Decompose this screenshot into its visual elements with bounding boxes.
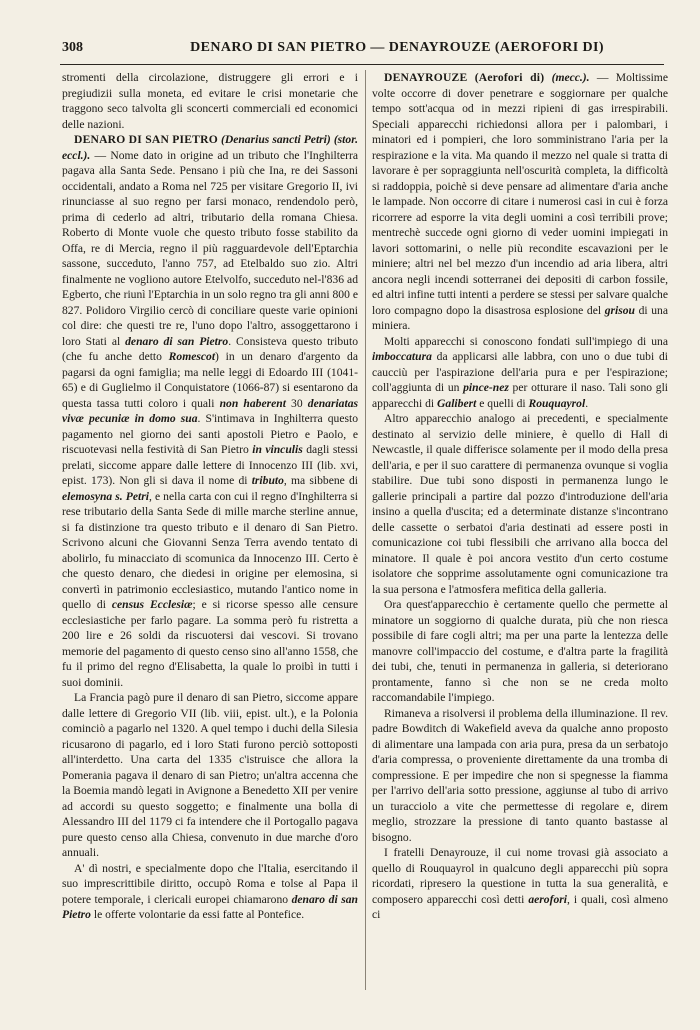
emphasis-term: imboccatura: [372, 350, 432, 363]
paragraph: [372, 334, 668, 412]
paragraph-continuation: stromenti della circolazione, distruggere gli errori e i pregiudizii sulla moneta, ed evitare le crisi monetarie che traggono seco talvolta gli sconcerti commerciali ed economici delle nazioni.: [62, 71, 358, 131]
entry-denayrouze: [372, 70, 668, 334]
column-divider: [365, 70, 366, 990]
paragraph-text: per otturare il naso. Tali sono gli apparecchi di: [372, 381, 668, 410]
entry-latin-name: (Denarius sancti Petri): [220, 133, 331, 146]
emphasis-term: denaro di san Pietro: [125, 334, 229, 348]
entry-text: ; e si ricorse spesso alle censure ecclesiastiche per farlo pagare. La somma però fu ristretta a 200 lire e 26 soldi da riscuotersi dai vescovi. Si trovano memorie del pagamento di questo censo sino all'anno 1558, che fu il primo del regno d'Elisabetta, la quale lo proibì in tutti i suoi dominii.: [62, 598, 358, 689]
entry-text: dagli stessi prelati, siccome appare dalle lettere di Innocenzo III (lib. xvi, epist. 173). Non gli si dava il nome di: [62, 443, 358, 487]
emphasis-term: Rouquayrol: [528, 396, 586, 410]
paragraph-text: da applicarsi alle labbra, con uno o due tubi di caucciù per l'aspirazione dell'aria pura e per l'espirazione; coll'aggiunta di un: [372, 350, 668, 394]
entry-denaro-di-san-pietro: [62, 132, 358, 690]
page-number: 308: [62, 40, 83, 55]
entry-headword: DENAYROUZE: [384, 71, 468, 84]
paragraph: La Francia pagò pure il denaro di san Pietro, siccome appare dalle lettere di Gregorio VII (lib. viii, epist. ult.), e la Polonia cominciò a pagarlo nel 1320. A quel tempo i duchi della Silesia ricusarono di pagarlo, ed i loro Stati furono perciò sottoposti all'interdetto. Una carta del 1335 c'istruisce che allora la Pomerania pagava il denaro di san Pietro; un'altra accenna che la Boemia mandò legati in Avignone a Benedetto XII per venire ad accordi su questo soggetto; e finalmente una bolla di Alessandro III del 1179 ci fa intendere che il Portogallo pagava pure questo censo alla Chiesa, convenuto in due marche d'oro annuali.: [62, 691, 358, 859]
emphasis-term: pince-nez: [463, 381, 509, 394]
paragraph-text: , i quali, così almeno ci: [372, 892, 668, 921]
right-column: [372, 70, 668, 1000]
left-column: [62, 70, 358, 1000]
emphasis-term: census Ecclesiæ: [111, 598, 193, 611]
paragraph: [372, 845, 668, 923]
emphasis-term: elemosyna s. Petri: [62, 489, 149, 503]
paragraph-text: I fratelli Denayrouze, il cui nome trovasi già associato a quello di Rouquayrol in qualcuno degli apparecchi più sopra ricordati, ripresero la questione in tutta la sua generalità, e composero apparecchi così detti: [372, 846, 668, 906]
emphasis-term: Galibert: [437, 396, 477, 410]
emphasis-term: Romescot: [168, 350, 216, 363]
page-header: [62, 40, 662, 62]
entry-text: ) in un denaro d'argento da pagarsi da ogni famiglia; ma nelle leggi di Edoardo III (1041-65) e di Guglielmo il Conquistatore (1066-87) si esentarono da questa tassa tutti coloro i quali: [62, 350, 358, 410]
entry-category: (stor. eccl.).: [62, 133, 358, 162]
paragraph: [62, 861, 358, 923]
paragraph-text: le offerte volontarie da essi fatte al Pontefice.: [90, 908, 305, 921]
paragraph: Rimaneva a risolversi il problema della illuminazione. Il rev. padre Bowditch di Wakefield aveva da qualche anno proposto di alimentare una lampada con aria pura, presa da un serbatojo d'aria compressa, o proveniente direttamente da una tromba di compressione. E per impedire che non si spegnesse la fiamma per l'arrivo dell'aria sotto pressione, aggiunse al tubo di arrivo un turacciolo a vite che permettesse di regolare e, direm meglio, strozzare la pressione di tanto quanto bastasse al bisogno.: [372, 706, 668, 844]
running-title: DENARO DI SAN PIETRO — DENAYROUZE (AEROFORI DI): [190, 40, 604, 55]
paragraph-text: .: [585, 396, 589, 410]
paragraph-text: e quelli di: [476, 396, 529, 410]
paragraph-text: A' dì nostri, e specialmente dopo che l'Italia, esercitando il suo imprescrittibile diritto, occupò Roma e tolse al Papa il potere temporale, i clericali europei chiamarono: [62, 861, 358, 906]
emphasis-term: tributo: [251, 474, 284, 487]
entry-text: , ma sibbene di: [283, 474, 358, 487]
emphasis-term: aerofori: [528, 892, 567, 906]
entry-text: — Nome dato in origine ad un tributo che l'Inghilterra pagava alla Santa Sede. Pensano i più che Ina, re dei Sassoni occidentali, andato a Roma nel 725 per visitare Gregorio II, ivi rinunciasse al suo regno per farsi monaco, rendendolo però, prima di cederlo ad altri, tributario della romana Chiesa. Roberto di Monte vuole che questo tributo fosse stabilito da Offa, re di Mercia, regno il più ragguardevole dell'Eptarchia sassone, succeduto, l'anno 757, ad Etelbaldo suo zio. Altri finalmente ne vogliono autore Etelvolfo, succeduto nel-l'836 ad Egberto, che riunì l'Eptarchia in un solo regno tra gli anni 800 e 827. Polidoro Virgilio cercò di conciliare queste varie opinioni col dire: che questi tre re, l'uno dopo l'altro, assoggettarono i loro Stati al: [62, 148, 358, 348]
entry-text: 30: [285, 396, 308, 410]
emphasis-term: denariatas vivæ pecuniæ in domo sua: [62, 396, 358, 425]
entry-category: (mecc.).: [551, 71, 590, 84]
entry-text: . Consisteva questo tributo (che fu anche detto: [62, 334, 358, 363]
header-rule: [60, 64, 664, 65]
paragraph: Altro apparecchio analogo ai precedenti, e specialmente destinato al servizio delle miniere, è quello di Hall di Newcastle, il quale differisce solamente per il modo della presa dell'aria, e per il suo carattere di permanenza ovunque si voglia stabilire. Due tubi sono disposti in permanenza lungo le gallerie principali a partire dal pozzo d'introduzione dell'aria insino a quella d'uscita; ed a determinate distanze s'incontrano delle cassette o serbatoi d'aria destinati ad essere posti in comunicazione coi tubi flessibili che arrivano alla bocca del minatore. Il quale è poi ancora vestito d'un certo costume isolatore che sopprime assolutamente ogni comunicazione tra la sua persona e l'atmosfera mefitica della galleria.: [372, 412, 668, 596]
entry-headword: DENARO DI SAN PIETRO: [74, 133, 218, 146]
entry-text: . S'intimava in Inghilterra questo pagamento nel giorno dei santi apostoli Pietro e Paolo, e riscuotevasi nella festività di San Pietro: [62, 412, 358, 456]
paragraph: Ora quest'apparecchio è certamente quello che permette al minatore un soggiorno di qualche durata, più che non riesca possibile di fare cogli altri; ma per una parte la lentezza delle manovre coll'impaccio del costume, e d'altra parte la fragilità dei tubi, che, tenuti in permanenza in galleria, si deteriorano prontamente, fanno sì che non se ne creda molto raccomandabile l'impiego.: [372, 598, 668, 704]
emphasis-term: in vinculis: [252, 443, 303, 456]
entry-text: — Moltissime volte occorre di dover penetrare e soggiornare per qualche tempo sott'acqua od in mezzi ripieni di gas irrespirabili. Speciali apparecchi richiedonsi allora per i palombari, i minatori ed i pompieri, che loro somministrano l'aria per la respirazione e la vita. Ma quando il mezzo nel quale si tratta di lavorare è per sopraggiunta nell'oscurità completa, la difficoltà si raddoppia, poichè si deve pensare ad alimentare d'aria anche le lampade. Non occorre di citare i numerosi casi in cui è forza ricorrere ad esporre la vita degli uomini a così terribili prove; mentrechè succede ogni giorno di veder uomini impiegati in lavori sottomarini, o nelle più recondite escavazioni per le miniere; altri nel bel mezzo d'un incendio ad aria libera, altri ancora negli incendi sotterranei dei depositi di carbon fossile, ed altri infine tutti intenti a perdere se stessi per salvare qualche loro compagno dopo la disastrosa esplosione del: [372, 71, 668, 317]
entry-subheading: (Aerofori di): [474, 71, 545, 84]
emphasis-term: denaro di san Pietro: [62, 892, 358, 921]
emphasis-term: non haberent: [219, 396, 286, 410]
paragraph-text: Molti apparecchi si conoscono fondati sull'impiego di una: [384, 334, 668, 348]
entry-text: di una miniera.: [372, 303, 668, 332]
emphasis-term: grisou: [604, 303, 635, 317]
entry-text: , e nella carta con cui il regno d'Inghilterra si rese tributario della Santa Sede di mille marche sterline annue, si fa distinzione tra questo tributo e il denaro di San Pietro. Scrivono alcuni che Giovanni Senza Terra avendo tentato di abolirlo, fu minacciato di scomunica da Innocenzo III. Certo è che questo denaro, che diedesi in origine per elemosina, si convertì in patrimonio ecclesiastico, mutando l'antico nome in quello di: [62, 489, 358, 611]
